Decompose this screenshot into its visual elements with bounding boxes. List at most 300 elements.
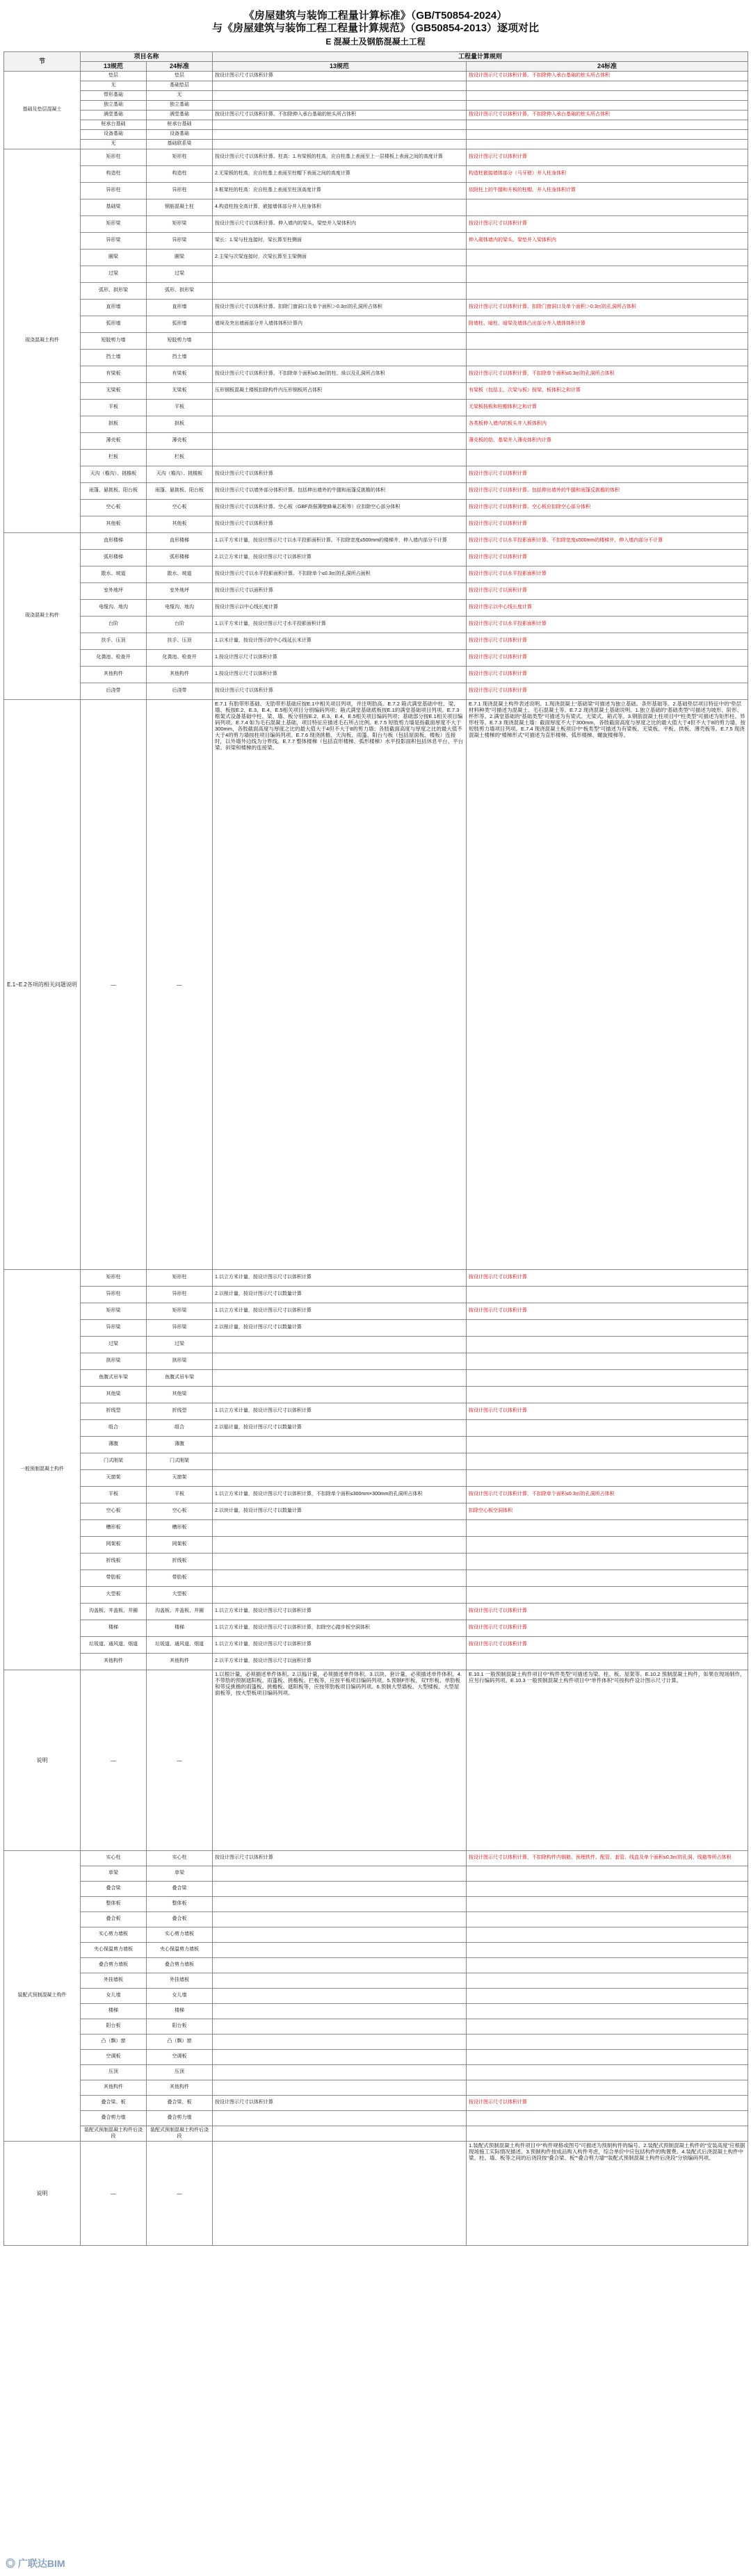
rule-24: 薄壳板的肋、基梁并入薄壳体积内计算 xyxy=(467,433,748,450)
rule-24 xyxy=(467,350,748,366)
table-row xyxy=(4,1337,748,1353)
item-13: 电缆沟、地沟 xyxy=(81,600,147,617)
table-row xyxy=(4,350,748,366)
rule-13 xyxy=(213,1882,467,1897)
rule-24 xyxy=(467,250,748,266)
item-13: 短肢剪力墙 xyxy=(81,333,147,350)
item-13: 整体板 xyxy=(81,1897,147,1912)
table-row xyxy=(4,650,748,667)
item-24: 槽形板 xyxy=(147,1520,213,1537)
item-24: 空心板 xyxy=(147,500,213,516)
rule-24 xyxy=(467,2050,748,2065)
table-row xyxy=(4,383,748,400)
rule-13: 1.以平方米计量，按设计图示尺寸以水平投影面积计算。不扣除宽度≤500mm的楼梯井，伸入墙内部分不计算 xyxy=(213,533,467,550)
item-24: 拱形梁 xyxy=(147,1353,213,1370)
item-13: 矩形柱 xyxy=(81,149,147,166)
item-13: 独立基础 xyxy=(81,101,147,111)
title-line-1: 《房屋建筑与装饰工程量计算标准》（GB/T50854-2024） xyxy=(243,10,508,22)
rule-13: 按设计图示尺寸以体积计算。伸入墙内的梁头、梁垫并入梁体积内 xyxy=(213,216,467,233)
item-24: 满堂基础 xyxy=(147,111,213,120)
table-row xyxy=(4,366,748,383)
item-13: 压顶 xyxy=(81,2065,147,2080)
rule-13 xyxy=(213,1470,467,1487)
item-13: 叠合梁、板 xyxy=(81,2096,147,2111)
rule-13: 2.以平方米计量，按设计图示尺寸以面积计算 xyxy=(213,1654,467,1670)
table-row xyxy=(4,633,748,650)
rule-13: 按设计图示尺寸以体积计算。柱高：1.有梁板的柱高，应自柱基上表面至上一层楼板上表面之间的高度计算 xyxy=(213,149,467,166)
item-13: 其他构件 xyxy=(81,667,147,683)
rule-13: 1.以平方米计量，按设计图示尺寸水平投影面积计算 xyxy=(213,617,467,633)
rule-24 xyxy=(467,1453,748,1470)
item-13: 有梁板 xyxy=(81,366,147,383)
rule-13: 按设计图示尺寸以面积计算 xyxy=(213,583,467,600)
item-13: 雨篷、悬挑板、阳台板 xyxy=(81,483,147,500)
rule-24: 按设计图示尺寸以水平投影面积计算。不扣除宽度≤500mm的楼梯井，伸入墙内部分不计算 xyxy=(467,533,748,550)
item-13: 实心柱 xyxy=(81,1851,147,1866)
rule-13 xyxy=(213,81,467,91)
rule-13 xyxy=(213,2065,467,2080)
table-row xyxy=(4,199,748,216)
table-row xyxy=(4,416,748,433)
item-24: 楼梯 xyxy=(147,2004,213,2019)
rule-13: 按设计图示尺寸以体积计算。扣除门窗洞口及单个面积＞0.3㎡的孔洞所占体积 xyxy=(213,300,467,316)
table-row xyxy=(4,2050,748,2065)
table-row xyxy=(4,1370,748,1387)
rule-13: 1.以立方米计量，按设计图示尺寸以体积计算 xyxy=(213,1604,467,1620)
table-row xyxy=(4,1403,748,1420)
item-24: 独立基础 xyxy=(147,101,213,111)
table-row xyxy=(4,1470,748,1487)
rule-24: 按设计图示尺寸以体积计算。包括伸出墙外的牛腿和雨篷反挑檐的体积 xyxy=(467,483,748,500)
table-row xyxy=(4,1520,748,1537)
rule-13: 1.以米计量，按设计图示的中心线延长米计算 xyxy=(213,633,467,650)
rule-24: 按设计图示尺寸以体积计算 xyxy=(467,667,748,683)
table-row xyxy=(4,2111,748,2126)
rule-24: 按设计图示尺寸以体积计算，不扣除单个面积≤0.3㎡的孔洞所占体积 xyxy=(467,1487,748,1503)
notes-precast-24: E.10.1 一般预制混凝土构件项目中“构件类型”可描述为梁、柱、板、屋架等。E.10.2 预制混凝土构件，如果在现场制作，应另行编码列项。E.10.3 一般预制混凝土构件项目中“单件体积”可按构件设计图示尺寸计算。 xyxy=(467,1670,748,1851)
rule-13 xyxy=(213,1958,467,1973)
item-13: 扶手、压顶 xyxy=(81,633,147,650)
rule-24 xyxy=(467,101,748,111)
item-24: 叠合剪力墙板 xyxy=(147,1958,213,1973)
item-13: 无 xyxy=(81,140,147,149)
item-13: 弧形楼梯 xyxy=(81,550,147,566)
item-24: 薄壳板 xyxy=(147,433,213,450)
item-24: 过梁 xyxy=(147,1337,213,1353)
rule-13: 按设计图示尺寸以体积计算 xyxy=(213,72,467,81)
table-row xyxy=(4,1882,748,1897)
item-24: 基础垫层 xyxy=(147,81,213,91)
table-row xyxy=(4,111,748,120)
rule-13 xyxy=(213,400,467,416)
rule-13 xyxy=(213,266,467,283)
table-row xyxy=(4,72,748,81)
rule-24 xyxy=(467,1958,748,1973)
table-row xyxy=(4,433,748,450)
table-row xyxy=(4,1989,748,2004)
item-24: 栏板 xyxy=(147,450,213,466)
rule-13 xyxy=(213,1943,467,1958)
item-24: 矩形柱 xyxy=(147,1270,213,1287)
item-24: 门式刚架 xyxy=(147,1453,213,1470)
rule-13 xyxy=(213,333,467,350)
item-13: 叠合剪力墙 xyxy=(81,2111,147,2126)
rule-24: 构造柱嵌接墙体部分（马牙槎）并入柱身体积 xyxy=(467,166,748,183)
item-13: 薄腹 xyxy=(81,1437,147,1453)
rule-24 xyxy=(467,2111,748,2126)
item-13: 无 xyxy=(81,81,147,91)
table-row xyxy=(4,1554,748,1570)
table-row xyxy=(4,533,748,550)
rule-13: 1.以立方米计量，按设计图示尺寸以体积计算 xyxy=(213,1637,467,1654)
rule-24: 按设计图示尺寸以水平投影面积计算 xyxy=(467,617,748,633)
item-24: 叠合梁 xyxy=(147,1882,213,1897)
rule-13: 2.以立方米计量，按设计图示尺寸以体积计算 xyxy=(213,550,467,566)
rule-13: 1.以立方米计量，按设计图示尺寸以体积计算 xyxy=(213,1403,467,1420)
section-cast-in-place xyxy=(4,149,748,533)
rule-24 xyxy=(467,1420,748,1437)
rule-24 xyxy=(467,81,748,91)
item-24: 其他板 xyxy=(147,516,213,533)
item-24: 异形柱 xyxy=(147,183,213,199)
table-row xyxy=(4,183,748,199)
table-row xyxy=(4,600,748,617)
rule-24 xyxy=(467,1353,748,1370)
table-row xyxy=(4,101,748,111)
table-row xyxy=(4,2004,748,2019)
rule-13 xyxy=(213,2004,467,2019)
rule-24 xyxy=(467,2126,748,2142)
item-13: 矩形柱 xyxy=(81,1270,147,1287)
item-13: 空心板 xyxy=(81,500,147,516)
rule-13 xyxy=(213,1554,467,1570)
item-13: 平板 xyxy=(81,1487,147,1503)
table-row xyxy=(4,617,748,633)
rule-13: 按设计图示尺寸以体积计算。不扣除伸入承台基础的桩头所占体积 xyxy=(213,111,467,120)
rule-13 xyxy=(213,120,467,130)
col-rule-24: 24标准 xyxy=(467,62,748,72)
item-13: 室外地坪 xyxy=(81,583,147,600)
col-rule-13: 13规范 xyxy=(213,62,467,72)
table-row xyxy=(4,1287,748,1303)
table-row xyxy=(4,1587,748,1604)
table-row xyxy=(4,1387,748,1403)
table-row xyxy=(4,483,748,500)
table-row xyxy=(4,2096,748,2111)
item-13: 天沟（檐沟）、挑檐板 xyxy=(81,466,147,483)
rule-24: 无梁板按板和柱帽体积之和计算 xyxy=(467,400,748,416)
item-24: 楼梯 xyxy=(147,1620,213,1637)
rule-13: 墙垛及突出墙面部分并入墙体体积计算内 xyxy=(213,316,467,333)
item-24: 沟盖板、井盖板、井圈 xyxy=(147,1604,213,1620)
rule-13 xyxy=(213,2126,467,2142)
rule-13 xyxy=(213,1570,467,1587)
rule-24: 依附柱上的牛腿和升板的柱帽，并入柱身体积计算 xyxy=(467,183,748,199)
table-row xyxy=(4,1637,748,1654)
item-13: 女儿墙 xyxy=(81,1989,147,2004)
rule-13 xyxy=(213,450,467,466)
table-row xyxy=(4,316,748,333)
item-13: 带形基础 xyxy=(81,91,147,101)
item-24: 桩承台基础 xyxy=(147,120,213,130)
table-row xyxy=(4,91,748,101)
item-24: 其他梁 xyxy=(147,1387,213,1403)
rule-24 xyxy=(467,1654,748,1670)
rule-13: 按设计图示尺寸以体积计算。空心板（GBF高强薄壁蜂巢芯板等）应扣除空心部分体积 xyxy=(213,500,467,516)
rule-13 xyxy=(213,2050,467,2065)
item-24: 矩形梁 xyxy=(147,1303,213,1320)
item-24: 实心剪力墙板 xyxy=(147,1927,213,1943)
notes-precast-label: 说明 xyxy=(4,1670,81,1851)
item-24: 圈梁 xyxy=(147,250,213,266)
item-24: 异形梁 xyxy=(147,1320,213,1337)
rule-24 xyxy=(467,1437,748,1453)
item-24: 设备基础 xyxy=(147,130,213,140)
rule-24: 伸入砌体墙内的梁头、梁垫并入梁体积内 xyxy=(467,233,748,250)
table-row xyxy=(4,149,748,166)
table-row xyxy=(4,1503,748,1520)
rule-13: 2.以块计量，按设计图示尺寸以数量计算 xyxy=(213,1503,467,1520)
item-13: 空调板 xyxy=(81,2050,147,2065)
table-row xyxy=(4,583,748,600)
rule-13 xyxy=(213,101,467,111)
item-24: 女儿墙 xyxy=(147,1989,213,2004)
rule-24 xyxy=(467,1537,748,1554)
item-24: 弧形、拱形梁 xyxy=(147,283,213,300)
rule-24 xyxy=(467,1337,748,1353)
item-24: 化粪池、检查井 xyxy=(147,650,213,667)
rule-24: 按设计图示尺寸以体积计算 xyxy=(467,550,748,566)
rule-24 xyxy=(467,1520,748,1537)
rule-13: 2.主梁与次梁连接时，次梁长算至主梁侧面 xyxy=(213,250,467,266)
item-13: 其他构件 xyxy=(81,2080,147,2096)
item-13: 楼梯 xyxy=(81,2004,147,2019)
rule-13 xyxy=(213,1912,467,1927)
item-24: 电缆沟、地沟 xyxy=(147,600,213,617)
rule-24: 按设计图示尺寸以体积计算 xyxy=(467,516,748,533)
item-24: 无梁板 xyxy=(147,383,213,400)
col-rule: 工程量计算规则 xyxy=(213,52,748,62)
item-13: 薄壳板 xyxy=(81,433,147,450)
item-13: 基础梁 xyxy=(81,199,147,216)
rule-24: 按设计图示尺寸以体积计算 xyxy=(467,1604,748,1620)
section-precast xyxy=(4,1270,748,1670)
item-24: 带肋板 xyxy=(147,1570,213,1587)
item-13: 鱼腹式吊车梁 xyxy=(81,1370,147,1387)
table-row xyxy=(4,1537,748,1554)
table-row xyxy=(4,283,748,300)
item-13: 异形梁 xyxy=(81,233,147,250)
item-13: 圈梁 xyxy=(81,250,147,266)
rule-24 xyxy=(467,2035,748,2050)
item-13: 叠合梁 xyxy=(81,1882,147,1897)
table-row xyxy=(4,81,748,91)
rule-13 xyxy=(213,130,467,140)
notes-assembled-label: 说明 xyxy=(4,2142,81,2246)
table-row xyxy=(4,1912,748,1927)
table-row xyxy=(4,1270,748,1287)
rule-24 xyxy=(467,1973,748,1989)
rule-24: 按设计图示尺寸以体积计算 xyxy=(467,216,748,233)
item-24: 折线板 xyxy=(147,1554,213,1570)
rule-13: 按设计图示尺寸以体积计算 xyxy=(213,683,467,700)
title-line-2: 与《房屋建筑与装饰工程工程量计算规范》（GB50854-2013）逐项对比 xyxy=(211,22,540,34)
item-24: 平板 xyxy=(147,400,213,416)
item-13: 异形柱 xyxy=(81,1287,147,1303)
table-row xyxy=(4,466,748,483)
section-notes-assembled: 说明 — — 1.装配式预制混凝土构件项目中“构件规格或图号”可描述为预制构件的编号。2.装配式预制混凝土构件的“安装高度”应根据现场施工实际情况描述。3.预制构件按成品购入构件考虑，综合单价中应包括构件的购置费。4.装配式后浇混凝土构件中梁、柱、墙、板等之间的后浇段按“叠合梁、板”“叠合剪力墙”“装配式预制混凝土构件后浇段”分别编码列项。 xyxy=(4,2142,748,2246)
rule-24: 各类板伸入墙内的板头并入板体积内 xyxy=(467,416,748,433)
item-24: 夹心保温剪力墙板 xyxy=(147,1943,213,1958)
item-13: 沟盖板、井盖板、井圈 xyxy=(81,1604,147,1620)
item-13: 夹心保温剪力墙板 xyxy=(81,1943,147,1958)
item-24: 其他构件 xyxy=(147,2080,213,2096)
rule-24: 按设计图示尺寸以体积计算 xyxy=(467,683,748,700)
section-label: 现浇混凝土构件 xyxy=(4,149,81,533)
item-24: 直形楼梯 xyxy=(147,533,213,550)
rule-13: 2.无梁板的柱高，应自柱基上表面至柱帽下表面之间的高度计算 xyxy=(213,166,467,183)
item-24: 过梁 xyxy=(147,266,213,283)
table-row xyxy=(4,667,748,683)
table-row xyxy=(4,266,748,283)
col-node: 节 xyxy=(4,52,81,72)
rule-13: 1.以立方米计量，按设计图示尺寸以体积计算，不扣除单个面积≤300mm×300mm的孔洞所占体积 xyxy=(213,1487,467,1503)
rule-24 xyxy=(467,283,748,300)
table-row xyxy=(4,120,748,130)
section-notes-precast: 说明 — — 1.以根计量，必须描述单件体积。2.以榀计量，必须描述单件体积。3.以块、套计量，必须描述单件体积。4.不带肋的预制遮阳板、雨篷板、挑檐板、拦板等，应按平板项目编码列项。5.预制F形板、双T形板、单肋板和带反挑檐的雨篷板、挑檐板、遮阳板等，应按带肋板项目编码列项。6.预制大型墙板、大型楼板、大型屋面板等，按大型板项目编码列项。 E.10.1 一般预制混凝土构件项目中“构件类型”可描述为梁、柱、板、屋架等。E.10.2 预制混凝土构件，如果在现场制作，应另行编码列项。E.10.3 一般预制混凝土构件项目中“单件体积”可按构件设计图示尺寸计算。 xyxy=(4,1670,748,1851)
rule-13: 按设计图示尺寸以水平投影面积计算。不扣除单个≤0.3㎡的孔洞所占面积 xyxy=(213,566,467,583)
rule-13 xyxy=(213,350,467,366)
notes-e7-13: E.7.1 有肋带形基础、无肋带形基础应按E.1中相关项目列项，并注明肋高。E.7.2 箱式满堂基础中柱、梁、墙、板按E.2、E.3、E.4、E.5相关项目分别编码列项；箱式满堂基础底板按E.1的满堂基础项目列项。E.7.3 框架式设备基础中柱、梁、墙、板分别按E.2、E.3、E.4、E.5相关项目编码列项；基础部分按E.1相关项目编码列项。E.7.4 如为毛石混凝土基础，项目特征应描述毛石所占比例。E.7.5 短肢剪力墙是指截面厚度不大于300mm，各肢截面高度与厚度之比的最大值大于4但不大于8的剪力墙；各肢截面高度与厚度之比的最大值不大于4的剪力墙按柱项目编码列项。E.7.6 现浇挑檐、天沟板、雨篷、阳台与板（包括屋面板、楼板）连接时，以外墙外边线为分界线。E.7.7 整体楼梯（包括直形楼梯、弧形楼梯）水平投影面积包括休息平台、平台梁、斜梁和楼梯的连接梁。 xyxy=(213,700,467,1270)
rule-13: 按设计图示尺寸以体积计算 xyxy=(213,2096,467,2111)
rule-24 xyxy=(467,1989,748,2004)
item-24: 拱板 xyxy=(147,416,213,433)
table-row xyxy=(4,2080,748,2096)
item-24: 实心柱 xyxy=(147,1851,213,1866)
rule-13: 1.按设计图示尺寸以体积计算 xyxy=(213,667,467,683)
rule-24 xyxy=(467,1912,748,1927)
rule-24 xyxy=(467,1882,748,1897)
notes-precast-13: 1.以根计量，必须描述单件体积。2.以榀计量，必须描述单件体积。3.以块、套计量，必须描述单件体积。4.不带肋的预制遮阳板、雨篷板、挑檐板、拦板等，应按平板项目编码列项。5.预制F形板、双T形板、单肋板和带反挑檐的雨篷板、挑檐板、遮阳板等，应按带肋板项目编码列项。6.预制大型墙板、大型楼板、大型屋面板等，按大型板项目编码列项。 xyxy=(213,1670,467,1851)
item-13: 大型板 xyxy=(81,1587,147,1604)
item-13: 栏板 xyxy=(81,450,147,466)
rule-13 xyxy=(213,1437,467,1453)
rule-24: 按设计图示尺寸以面积计算 xyxy=(467,583,748,600)
rule-24 xyxy=(467,130,748,140)
item-24: 天沟（檐沟）、挑檐板 xyxy=(147,466,213,483)
item-24: 空心板 xyxy=(147,1503,213,1520)
section-foundation xyxy=(4,72,748,149)
item-13: 带肋板 xyxy=(81,1570,147,1587)
item-24: 室外地坪 xyxy=(147,583,213,600)
notes-e7-label: E.1~E.2各项的相关问题说明 xyxy=(4,700,81,1270)
item-24: 网架板 xyxy=(147,1537,213,1554)
rule-24 xyxy=(467,1570,748,1587)
rule-13 xyxy=(213,140,467,149)
item-24: 钢筋混凝土柱 xyxy=(147,199,213,216)
item-13: 异形柱 xyxy=(81,183,147,199)
section-assembled xyxy=(4,1851,748,2142)
rule-13 xyxy=(213,1989,467,2004)
item-13: 台阶 xyxy=(81,617,147,633)
rule-13: 按设计图示尺寸以体积计算 xyxy=(213,466,467,483)
item-13: 槽形板 xyxy=(81,1520,147,1537)
item-13: 挡土墙 xyxy=(81,350,147,366)
table-row xyxy=(4,233,748,250)
item-13: 矩形梁 xyxy=(81,216,147,233)
table-row xyxy=(4,1851,748,1866)
table-row xyxy=(4,500,748,516)
item-24: 矩形梁 xyxy=(147,216,213,233)
table-row xyxy=(4,1943,748,1958)
item-24: 凸（飘）窗 xyxy=(147,2035,213,2050)
item-13: 折线型 xyxy=(81,1403,147,1420)
table-row xyxy=(4,1958,748,1973)
table-row xyxy=(4,2065,748,2080)
item-13: 拱板 xyxy=(81,416,147,433)
rule-24: 按设计图示尺寸以体积计算。扣除门窗洞口及单个面积＞0.3㎡的孔洞所占体积 xyxy=(467,300,748,316)
col-13: 13规范 xyxy=(81,62,147,72)
rule-13: 4.构造柱按全高计算，嵌接墙体部分并入柱身体积 xyxy=(213,199,467,216)
table-row xyxy=(4,1866,748,1882)
rule-24 xyxy=(467,1320,748,1337)
rule-13 xyxy=(213,1337,467,1353)
rule-13 xyxy=(213,1353,467,1370)
rule-13: 按设计图示尺寸以体积计算 xyxy=(213,516,467,533)
rule-13 xyxy=(213,1866,467,1882)
item-13: 叠合剪力墙板 xyxy=(81,1958,147,1973)
rule-24: 按设计图示尺寸以体积计算 xyxy=(467,650,748,667)
rule-13: 按设计图示尺寸以墙外部分体积计算。包括伸出墙外的牛腿和雨篷反挑檐的体积 xyxy=(213,483,467,500)
rule-13: 1.按设计图示尺寸以体积计算 xyxy=(213,650,467,667)
rule-13: 2.以榀计量，按设计图示尺寸以数量计算 xyxy=(213,1420,467,1437)
item-24: 无 xyxy=(147,91,213,101)
table-row xyxy=(4,1320,748,1337)
rule-13 xyxy=(213,1370,467,1387)
table-row xyxy=(4,1604,748,1620)
rule-24: 扣除空心板空洞体积 xyxy=(467,1503,748,1520)
rule-24: 按设计图示尺寸以体积计算，不扣除单个面积≤0.3㎡的孔洞所占体积 xyxy=(467,366,748,383)
item-24: 短肢剪力墙 xyxy=(147,333,213,350)
rule-24: 按设计图示尺寸以体积计算 xyxy=(467,1620,748,1637)
item-24: 有梁板 xyxy=(147,366,213,383)
document-header xyxy=(0,0,751,47)
table-row xyxy=(4,400,748,416)
rule-13: 1.以立方米计量，按设计图示尺寸以体积计算 xyxy=(213,1270,467,1287)
table-row xyxy=(4,1487,748,1503)
table-row xyxy=(4,2126,748,2142)
item-24: 垃圾道、通风道、烟道 xyxy=(147,1637,213,1654)
rule-13 xyxy=(213,1897,467,1912)
col-24: 24标准 xyxy=(147,62,213,72)
rule-13: 1.以立方米计量，按设计图示尺寸以体积计算 xyxy=(213,1303,467,1320)
item-13: 阳台板 xyxy=(81,2019,147,2035)
item-24: 其他构件 xyxy=(147,667,213,683)
item-24: 单梁 xyxy=(147,1866,213,1882)
rule-24 xyxy=(467,1554,748,1570)
rule-13: 2.以根计量，按设计图示尺寸以数量计算 xyxy=(213,1320,467,1337)
item-13: 凸（飘）窗 xyxy=(81,2035,147,2050)
item-24: 鱼腹式吊车梁 xyxy=(147,1370,213,1387)
item-13: 门式刚架 xyxy=(81,1453,147,1470)
rule-24: 附墙柱、暗柱、暗梁及墙体凸出部分并入墙体体积计算 xyxy=(467,316,748,333)
item-13: 满堂基础 xyxy=(81,111,147,120)
notes-e7-24: E.7.1 现浇混凝土构件表述说明。1.现浇混凝土“基础梁”可描述为独立基础、条形基础等。2.基础垫层项目特征中的“垫层材料种类”可描述为混凝土、毛石混凝土等。E.7.2 现浇混凝土基础说明。1.独立基础的“基础类型”可描述为坡形、阶形、杯形等。2.满堂基础的“基础类型”可描述为有梁式、无梁式、箱式等。3.钢筋混凝土柱项目中“柱类型”可描述为矩形柱、异形柱等。E.7.3 现浇混凝土墙：截面厚度不大于300mm，各肢截面高度与厚度之比的最大值大于4但不大于8的剪力墙，按短肢剪力墙项目列项。E.7.4 现浇混凝土板项目中“板类型”可描述为有梁板、无梁板、平板、拱板、薄壳板等。E.7.5 现浇混凝土楼梯的“楼梯形式”可描述为直形楼梯、弧形楼梯、螺旋楼梯等。 xyxy=(467,700,748,1270)
table-row xyxy=(4,300,748,316)
item-13: 桩承台基础 xyxy=(81,120,147,130)
rule-24 xyxy=(467,1943,748,1958)
comparison-table xyxy=(3,51,748,2246)
